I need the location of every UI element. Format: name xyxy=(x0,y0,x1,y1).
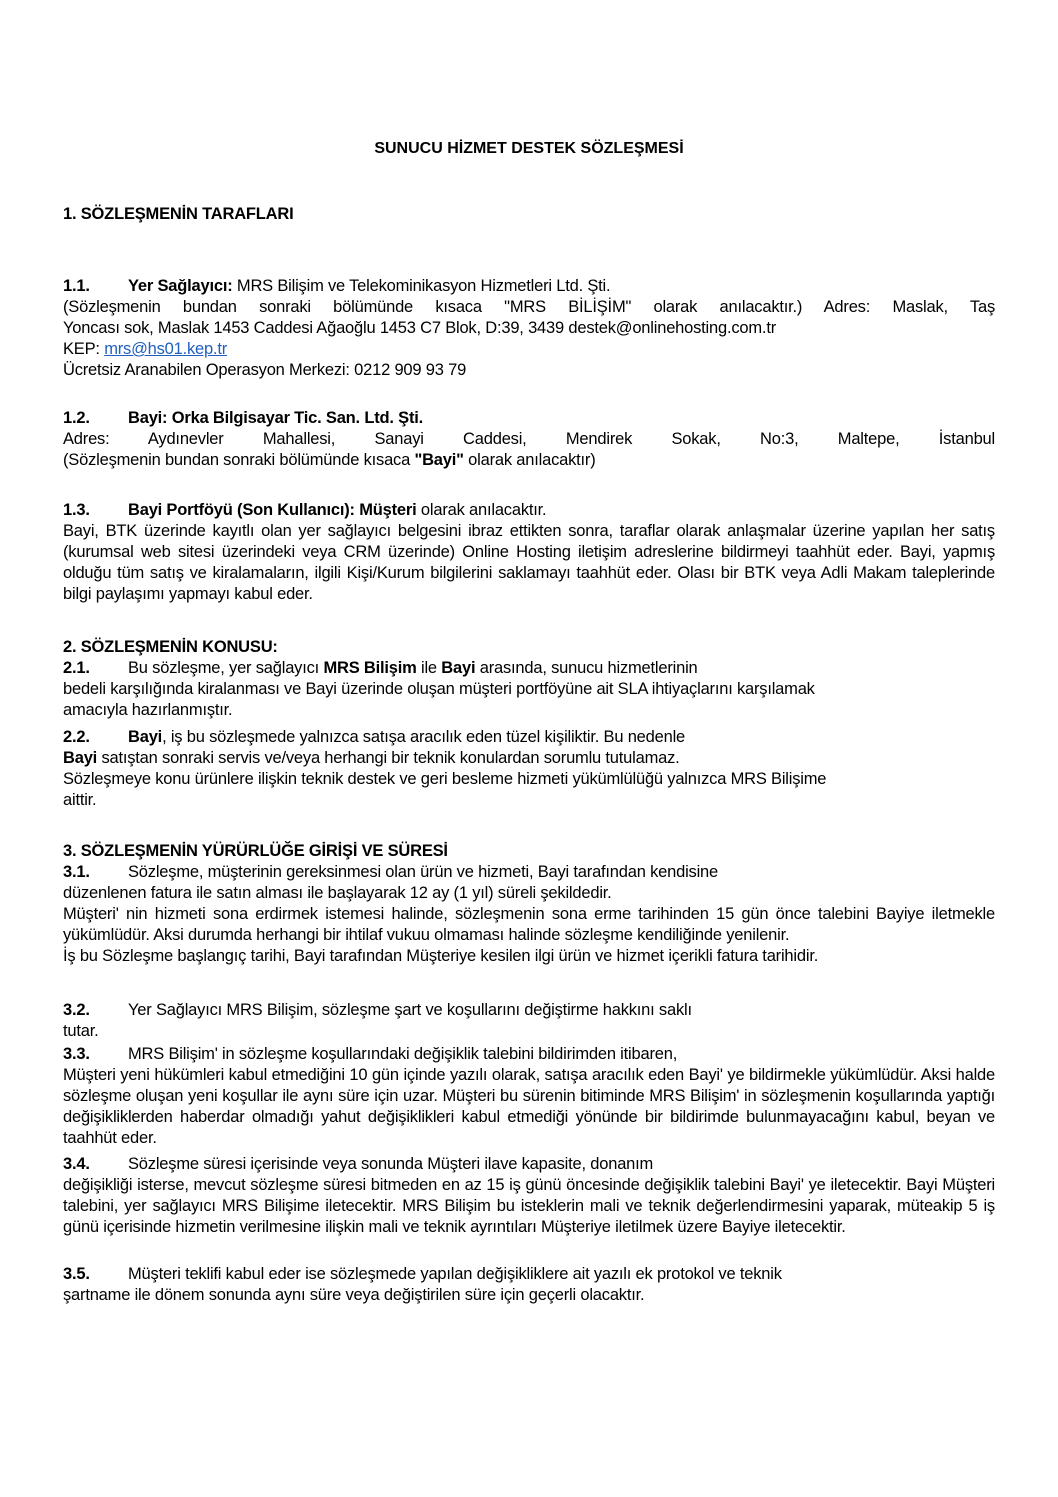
clause-number: 3.1. xyxy=(63,863,90,881)
clause-2-1-line3: amacıyla hazırlanmıştır. xyxy=(63,701,233,719)
clause-3-1-line2: düzenlenen fatura ile satın alması ile başlayarak 12 ay (1 yıl) süreli şekildedir. xyxy=(63,884,612,902)
kep-email-link[interactable]: mrs@hs01.kep.tr xyxy=(104,340,228,358)
clause-number: 3.3. xyxy=(63,1045,90,1063)
clause-3-4 xyxy=(63,1154,995,1238)
clause-number: 2.1. xyxy=(63,659,90,677)
section-2-heading: 2. SÖZLEŞMENİN KONUSU: xyxy=(63,638,278,656)
clause-number: 1.2. xyxy=(63,409,90,427)
clause-text: ile xyxy=(416,659,442,677)
clause-1-1-line2: (Sözleşmenin bundan sonraki bölümünde kısaca "MRS BİLİŞİM" olarak anılacaktır.) Adres: Maslak, Taş xyxy=(63,298,995,316)
clause-3-5-line2: şartname ile dönem sonunda aynı süre veya değiştirilen süre için geçerli olacaktır. xyxy=(63,1286,645,1304)
clause-3-3 xyxy=(63,1044,995,1149)
clause-3-1 xyxy=(63,862,995,967)
address-line: Adres: Aydınevler Mahallesi, Sanayi Caddesi, Mendirek Sokak, No:3, Maltepe, İstanbul xyxy=(63,430,995,448)
clause-1-1 xyxy=(63,276,995,381)
clause-label: Bayi Portföyü (Son Kullanıcı): Müşteri xyxy=(128,501,417,519)
clause-text: (Sözleşmenin bundan sonraki bölümünde kısaca xyxy=(63,451,415,469)
clause-label: Yer Sağlayıcı: xyxy=(128,277,233,295)
clause-3-1-last: İş bu Sözleşme başlangıç tarihi, Bayi tarafından Müşteriye kesilen ilgi ürün ve hizmet içerikli fatura tarihidir. xyxy=(63,947,819,965)
mrs-bold: MRS Bilişim xyxy=(323,659,417,677)
clause-number: 3.2. xyxy=(63,1001,90,1019)
clause-3-3-body: Müşteri yeni hükümleri kabul etmediğini 10 gün içinde yazılı olarak, satışa aracılık eden Bayi' ye bildirmekle yükümlüdür. Aksi halde sözleşme oluşan yeni koşullar ile aynı süre için uzar. Müşteri bu sürenin bitiminde MRS Bilişim' in sözleşmenin koşullarında yaptığı değişikliklerden haberdar olmadığı yahut değişiklikleri kabul etmediği yönünde bir bildirimde bulunmayacağını kabul, beyan ve taahhüt eder. xyxy=(63,1066,995,1147)
clause-text: , iş bu sözleşmede yalnızca satışa aracılık eden tüzel kişiliktir. Bu nedenle xyxy=(162,728,686,746)
clause-1-2 xyxy=(63,408,995,471)
clause-text: MRS Bilişim ve Telekominikasyon Hizmetleri Ltd. Şti. xyxy=(232,277,611,295)
clause-2-2-line4: aittir. xyxy=(63,791,97,809)
clause-text: Müşteri teklifi kabul eder ise sözleşmede yapılan değişikliklere ait yazılı ek protokol ve teknik xyxy=(128,1265,782,1283)
clause-1-1-line3: Yoncası sok, Maslak 1453 Caddesi Ağaoğlu 1453 C7 Blok, D:39, 3439 destek@onlinehosting.com.tr xyxy=(63,319,776,337)
clause-1-3 xyxy=(63,500,995,605)
clause-label: Bayi: Orka Bilgisayar Tic. San. Ltd. Şti. xyxy=(128,409,424,427)
clause-2-2 xyxy=(63,727,995,811)
clause-text: Bu sözleşme, yer sağlayıcı xyxy=(128,659,324,677)
kep-label: KEP: xyxy=(63,340,105,358)
clause-number: 1.3. xyxy=(63,501,90,519)
clause-text: MRS Bilişim' in sözleşme koşullarındaki değişiklik talebini bildirimden itibaren, xyxy=(128,1045,678,1063)
clause-text: olarak anılacaktır) xyxy=(463,451,596,469)
bayi-bold: Bayi xyxy=(441,659,476,677)
clause-text: Yer Sağlayıcı MRS Bilişim, sözleşme şart ve koşullarını değiştirme hakkını saklı xyxy=(128,1001,692,1019)
bayi-bold: Bayi xyxy=(63,749,98,767)
clause-1-3-body: Bayi, BTK üzerinde kayıtlı olan yer sağlayıcı belgesini ibraz ettikten sonra, taraflar olarak anlaşmalar üzerine yapılan her satış (kurumsal web sitesi üzerindeki veya CRM üzerinde) Online Hosting iletişim adreslerine bildirmeyi taahhüt eder. Bayi, yapmış olduğu tüm satış ve kiralamaların, ilgili Kişi/Kurum bilgilerini saklamayı taahhüt eder. Olası bir BTK veya Adli Makam taleplerinde bilgi paylaşımı yapmayı kabul eder. xyxy=(63,522,995,603)
clause-3-2-line2: tutar. xyxy=(63,1022,99,1040)
clause-number: 3.5. xyxy=(63,1265,90,1283)
clause-number: 3.4. xyxy=(63,1155,90,1173)
operation-center-line: Ücretsiz Aranabilen Operasyon Merkezi: 0212 909 93 79 xyxy=(63,361,467,379)
clause-1-1-line1 xyxy=(63,276,995,297)
clause-2-2-line3: Sözleşmeye konu ürünlere ilişkin teknik destek ve geri besleme hizmeti yükümlülüğü yalnızca MRS Bilişime xyxy=(63,770,827,788)
clause-text: arasında, sunucu hizmetlerinin xyxy=(475,659,698,677)
clause-text: Sözleşme süresi içerisinde veya sonunda Müşteri ilave kapasite, donanım xyxy=(128,1155,654,1173)
clause-number: 2.2. xyxy=(63,728,90,746)
bayi-bold: "Bayi" xyxy=(414,451,464,469)
clause-2-1-line2: bedeli karşılığında kiralanması ve Bayi üzerinde oluşan müşteri portföyüne ait SLA ihtiyaçlarını karşılamak xyxy=(63,680,815,698)
section-1-heading: 1. SÖZLEŞMENİN TARAFLARI xyxy=(63,205,294,223)
bayi-bold: Bayi xyxy=(128,728,163,746)
clause-3-1-body: Müşteri' nin hizmeti sona erdirmek istemesi halinde, sözleşmenin sona erme tarihinden 15 gün önce talebini Bayiye iletmekle yükümlüdür. Aksi durumda herhangi bir ihtilaf vukuu olmaması halinde sözleşme kendiliğinde yenilenir. xyxy=(63,905,995,944)
clause-2-1 xyxy=(63,658,995,721)
clause-text: olarak anılacaktır. xyxy=(416,501,547,519)
clause-3-4-body: değişikliği isterse, mevcut sözleşme süresi bitmeden en az 15 iş günü öncesinde değişiklik talebini Bayi' ye iletecektir. Bayi Müşteri talebini, yer sağlayıcı MRS Bilişime iletecektir. MRS Bilişim bu isteklerin mali ve teknik değerlendirmesini yaparak, müteakip 5 iş günü içerisinde hizmetin verilmesine ilişkin mali ve teknik ayrıntıları Müşteriye iletilmek üzere Bayiye iletecektir. xyxy=(63,1176,995,1236)
clause-1-2-line3 xyxy=(63,450,995,471)
kep-line xyxy=(63,339,995,360)
section-3-heading: 3. SÖZLEŞMENİN YÜRÜRLÜĞE GİRİŞİ VE SÜRESİ xyxy=(63,842,448,860)
clause-text: Sözleşme, müşterinin gereksinmesi olan ürün ve hizmeti, Bayi tarafından kendisine xyxy=(128,863,719,881)
document-title: SUNUCU HİZMET DESTEK SÖZLEŞMESİ xyxy=(374,140,684,157)
clause-number: 1.1. xyxy=(63,277,90,295)
clause-3-5 xyxy=(63,1264,995,1306)
clause-text: satıştan sonraki servis ve/veya herhangi bir teknik konulardan sorumlu tutulamaz. xyxy=(97,749,680,767)
clause-3-2 xyxy=(63,1000,995,1042)
